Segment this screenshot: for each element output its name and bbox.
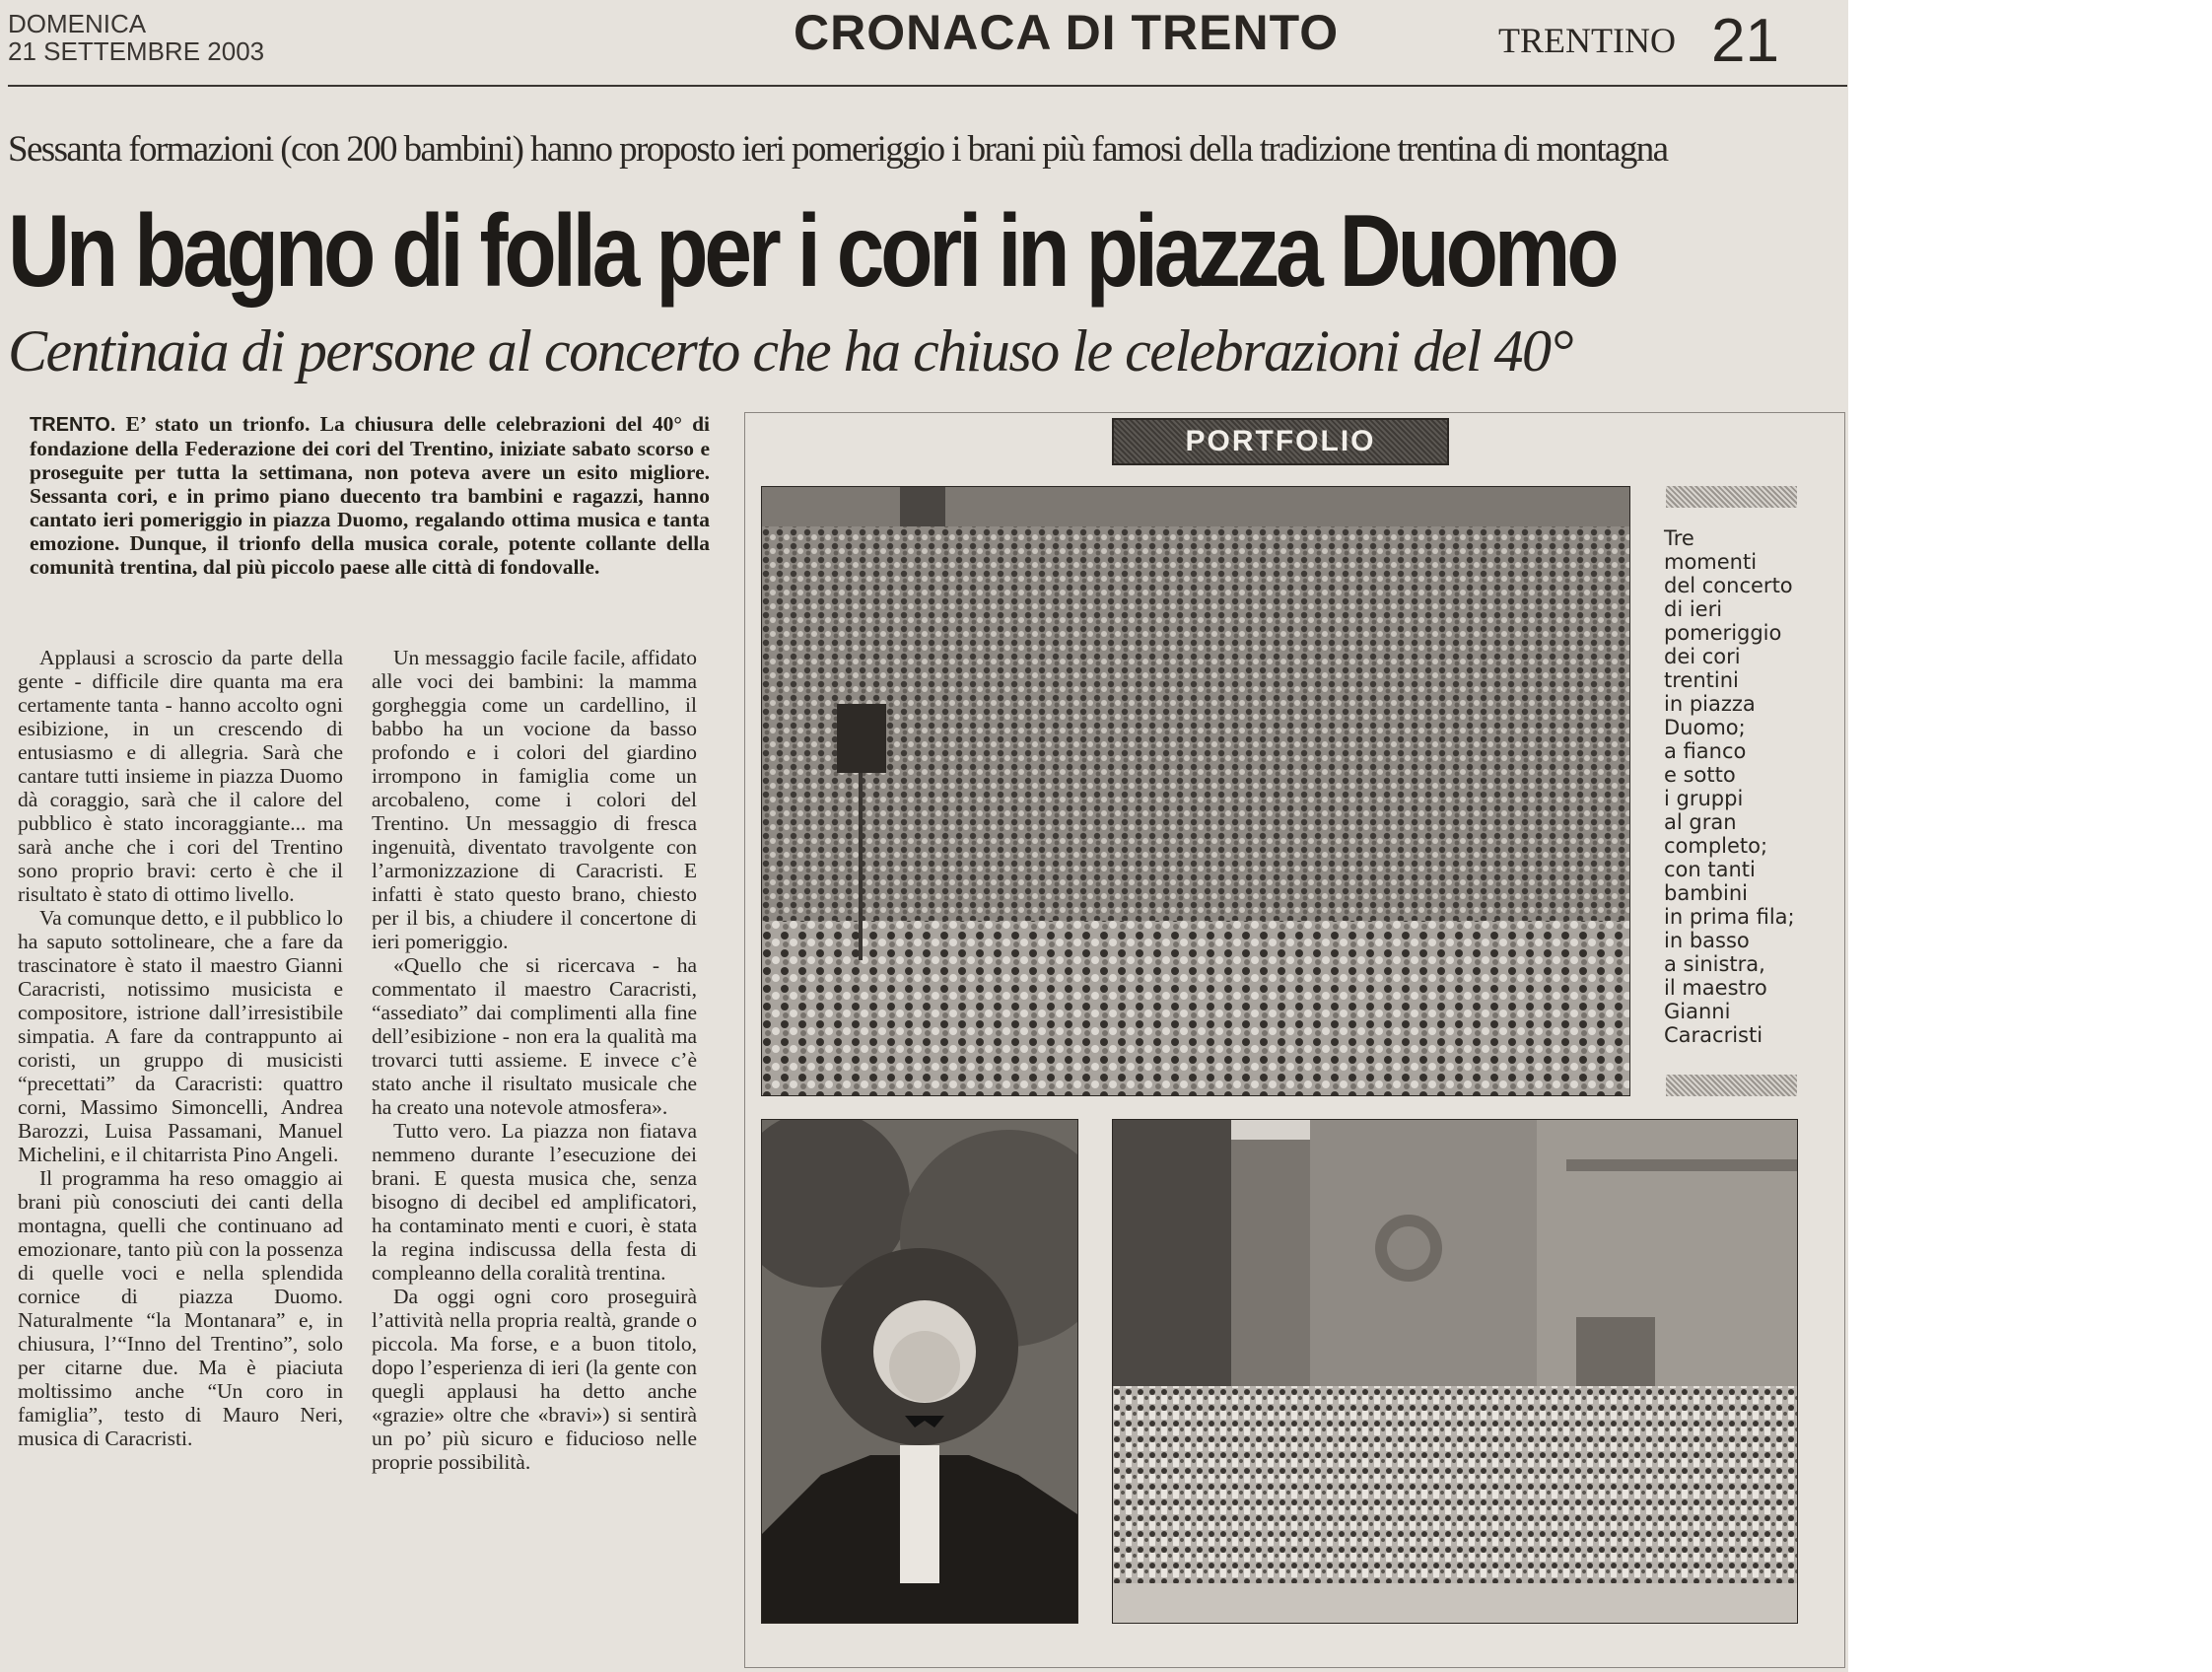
issue-full-date: 21 SETTEMBRE 2003 bbox=[8, 36, 265, 66]
article-headline: Un bagno di folla per i cori in piazza Duomo bbox=[8, 194, 1616, 309]
article-paragraph: Un messaggio facile facile, affidato alle voci dei bambini: la mamma gorgheggia come un cardellino, il babbo ha un vocione da basso profondo e i colori del giardino irrompono in famiglia come un arcobaleno, come i colori del Trentino. Un messaggio di fresca ingenuità, diventato travolgente con l’armonizzazione di Caracristi. E infatti è stato questo brano, chiesto per il bis, a chiudere il concertone di ieri pomeriggio. bbox=[372, 646, 697, 953]
photo-choir-crowd bbox=[761, 486, 1630, 1096]
article-kicker: Sessanta formazioni (con 200 bambini) hanno proposto ieri pomeriggio i brani più famosi della tradizione trentina di montagna bbox=[8, 129, 1668, 170]
caption-divider-top bbox=[1666, 486, 1797, 508]
article-subheadline: Centinaia di persone al concerto che ha chiuso le celebrazioni del 40° bbox=[8, 318, 1572, 383]
article-lead bbox=[30, 412, 710, 579]
article-dateline: TRENTO. bbox=[30, 414, 116, 436]
article-paragraph: Applausi a scroscio da parte della gente - difficile dire quanta ma era certamente tanta - hanno accolto ogni esibizione, in un crescendo di entusiasmo e di allegria. Sarà che cantare tutti insieme in piazza Duomo dà coraggio, sarà che il calore del pubblico è stato incoraggiante... ma sarà anche che i cori del Trentino sono proprio bravi: certo è che il risultato è stato di ottimo livello. bbox=[18, 646, 343, 906]
article-paragraph: Va comunque detto, e il pubblico lo ha saputo sottolineare, che a fare da trascinatore è stato il maestro Gianni Caracristi, notissimo musicista e compositore, istrione dall’irresistibile simpatia. A fare da contrappunto ai coristi, un gruppo di musicisti “precettati” da Caracristi: quattro corni, Massimo Simoncelli, Andrea Barozzi, Luisa Passamani, Manuel Michelini, e il chitarrista Pino Angeli. bbox=[18, 906, 343, 1166]
caption-divider-bottom bbox=[1666, 1075, 1797, 1096]
issue-day: DOMENICA bbox=[8, 9, 147, 38]
article-paragraph: Da oggi ogni coro proseguirà l’attività nella propria realtà, grande o piccola. Ma forse, e a buon titolo, dopo l’esperienza di ieri (la gente con quegli applausi ha detto anche «grazie» oltre che «bravi») si sentirà un po’ più sicuro e fiducioso nelle proprie possibilità. bbox=[372, 1285, 697, 1474]
portfolio-caption: Tre momenti del concerto di ieri pomeriggio dei cori trentini in piazza Duomo; a fianco e sotto i gruppi al gran completo; con tanti bambini in prima fila; in basso a sinistra, il maestro Gianni Caracristi bbox=[1664, 526, 1795, 1047]
article-paragraph: «Quello che si ricercava - ha commentato il maestro Caracristi, “assediato” dai complimenti alla fine dell’esibizione - non era la qualità ma trovarci tutti assieme. E invece c’è stato anche il risultato musicale che ha creato una notevole atmosfera». bbox=[372, 953, 697, 1119]
section-title: CRONACA DI TRENTO bbox=[794, 5, 1340, 60]
photo-cathedral-choir bbox=[1112, 1119, 1798, 1624]
photo-maestro-conducting bbox=[761, 1119, 1078, 1624]
article-column-1 bbox=[18, 646, 343, 1450]
article-lead-text: E’ stato un trionfo. La chiusura delle celebrazioni del 40° di fondazione della Federazione dei cori del Trentino, iniziate sabato scorso e proseguite per tutta la settimana, non poteva avere un esito migliore. Sessanta cori, e in primo piano duecento tra bambini e ragazzi, hanno cantato ieri pomeriggio in piazza Duomo, regalando ottima musica e tanta emozione. Dunque, il trionfo della musica corale, potente collante della comunità trentina, dal più piccolo paese alle città di fondovalle. bbox=[30, 412, 711, 579]
header-divider bbox=[8, 85, 1847, 87]
article-paragraph: Tutto vero. La piazza non fiatava nemmeno durante l’esecuzione dei brani. E questa musica che, senza bisogno di decibel ed amplificatori, ha contaminato menti e cuori, è stata la regina indiscussa della festa di compleanno della coralità trentina. bbox=[372, 1119, 697, 1285]
portfolio-label: PORTFOLIO bbox=[1112, 418, 1449, 465]
article-column-2 bbox=[372, 646, 697, 1474]
newspaper-name: TRENTINO bbox=[1498, 21, 1676, 60]
issue-date bbox=[8, 10, 264, 65]
article-paragraph: Il programma ha reso omaggio ai brani più conosciuti dei canti della montagna, quelli che continuano ad emozionare, tanto più con la possenza di quelle voci e nella splendida cornice di piazza Duomo. Naturalmente “la Montanara” e, in chiusura, l’“Inno del Trentino”, solo per citarne due. Ma è piaciuta moltissimo anche “Un coro in famiglia”, testo di Mauro Neri, musica di Caracristi. bbox=[18, 1166, 343, 1450]
page-number: 21 bbox=[1711, 7, 1779, 75]
